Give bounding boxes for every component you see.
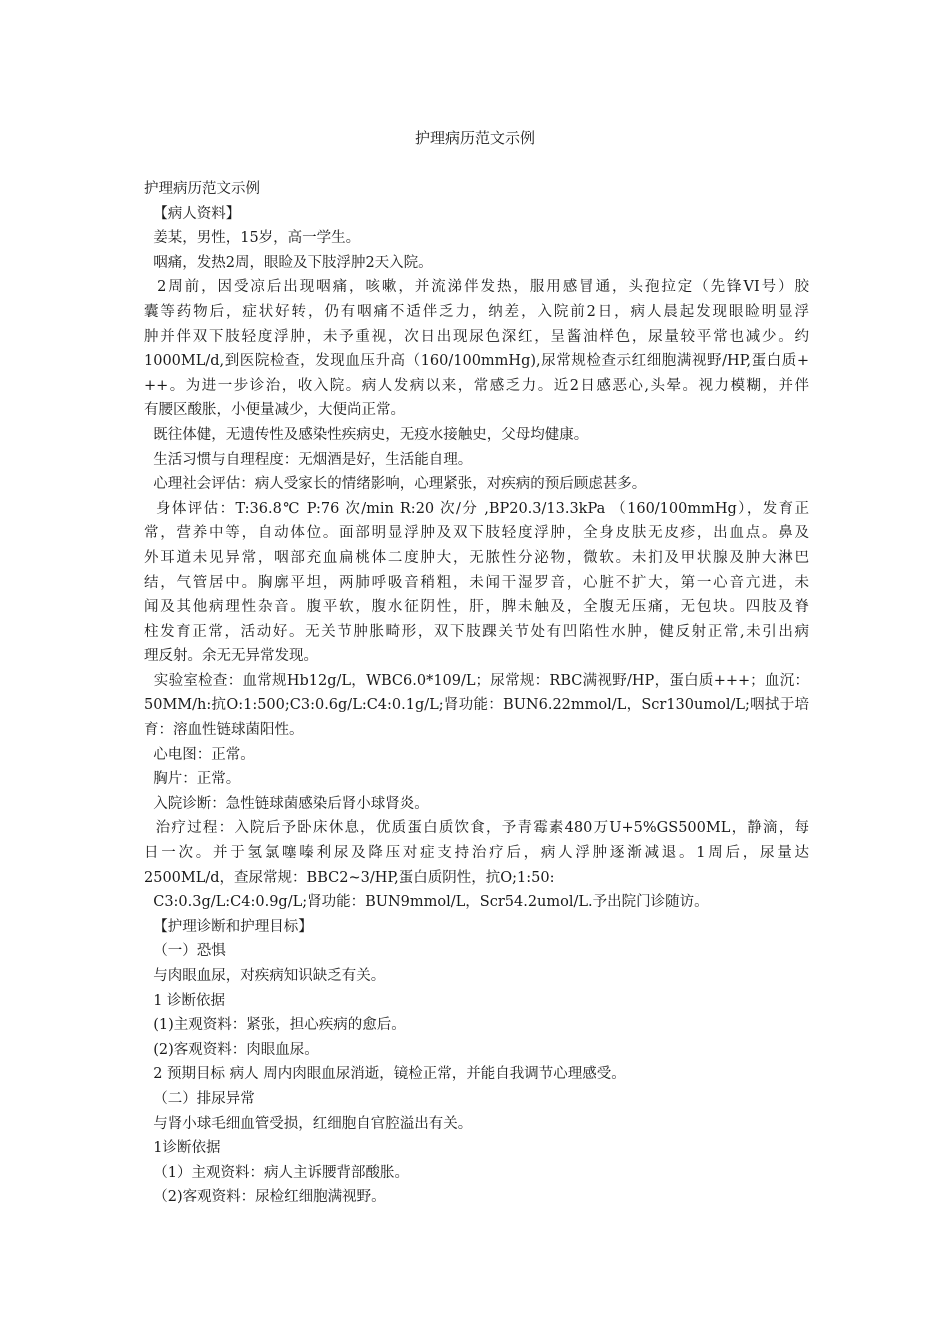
document-title: 护理病历范文示例 — [414, 129, 535, 147]
text-line: 结，气管居中。胸廓平坦，两肺呼吸音稍粗，未闻干湿罗音，心脏不扩大，第一心音亢进，未 — [144, 574, 809, 591]
text-line: 50MM/h:抗O:1:500;C3:0.6g/L:C4:0.1g/L;肾功能：BUN6.22mmol/L，Scr130umol/L;咽拭于培 — [144, 697, 809, 714]
text-line: 实验室检查：血常规Hb12g/L，WBC6.0*109/L；尿常规：RBC满视野/HP，蛋白质+++；血沉： — [144, 672, 809, 689]
text-line: 姜某，男性，15岁，高一学生。 — [144, 230, 361, 247]
text-line: 日一次。并于氢氯噻嗪利尿及降压对症支持治疗后，病人浮肿逐渐减退。1周后，尿量达 — [144, 845, 809, 862]
text-line: (1)主观资料：紧张，担心疾病的愈后。 — [144, 1017, 406, 1034]
text-line: C3:0.3g/L:C4:0.9g/L;肾功能：BUN9mmol/L，Scr54.2umol/L.予出院门诊随访。 — [144, 894, 709, 911]
text-line: 治疗过程：入院后予卧床休息，优质蛋白质饮食，予青霉素480万U+5%GS500ML，静滴，每 — [144, 820, 809, 837]
text-line: （1）主观资料：病人主诉腰背部酸胀。 — [144, 1164, 409, 1181]
text-line: 【护理诊断和护理目标】 — [144, 918, 313, 935]
text-line: 闻及其他病理性杂音。腹平软，腹水征阴性，肝，脾未触及，全腹无压痛，无包块。四肢及脊 — [144, 599, 809, 616]
text-line: 理反射。余无无异常发现。 — [144, 648, 318, 665]
text-line: 外耳道未见异常，咽部充血扁桃体二度肿大，无脓性分泌物，微软。未扪及甲状腺及肿大淋巴 — [144, 549, 809, 566]
document-body — [144, 177, 809, 1210]
text-line: （一）恐惧 — [144, 943, 226, 960]
text-line: 柱发育正常，活动好。无关节肿胀畸形，双下肢踝关节处有凹陷性水肿，健反射正常,未引出病 — [144, 623, 809, 640]
text-line: 咽痛，发热2周，眼睑及下肢浮肿2天入院。 — [144, 254, 433, 271]
text-line: 1诊断依据 — [144, 1140, 221, 1157]
text-line: 育：溶血性链球菌阳性。 — [144, 722, 304, 739]
text-line: 与肉眼血尿，对疾病知识缺乏有关。 — [144, 968, 386, 984]
text-line: 心理社会评估：病人受家长的情绪影响，心理紧张，对疾病的预后顾虑甚多。 — [144, 476, 647, 493]
text-line: 胸片：正常。 — [144, 771, 241, 788]
text-line: （2)客观资料：尿检红细胞满视野。 — [144, 1189, 386, 1206]
text-line: 入院诊断：急性链球菌感染后肾小球肾炎。 — [144, 795, 429, 812]
text-line: 与肾小球毛细血管受损，红细胞自官腔溢出有关。 — [144, 1115, 473, 1132]
text-line: 【病人资料】 — [144, 205, 241, 222]
text-line: 护理病历范文示例 — [144, 181, 260, 197]
text-line: 2周前，因受凉后出现咽痛，咳嗽，并流涕伴发热，服用感冒通，头孢拉定（先锋VI号）胶 — [144, 279, 809, 296]
text-line: 1 诊断依据 — [144, 992, 226, 1009]
text-line: 常，营养中等，自动体位。面部明显浮肿及双下肢轻度浮肿，全身皮肤无皮疹，出血点。鼻及 — [144, 525, 809, 542]
text-line: 心电图：正常。 — [144, 746, 255, 763]
text-line: 既往体健，无遗传性及感染性疾病史，无疫水接触史，父母均健康。 — [144, 426, 589, 443]
text-line: 囊等药物后，症状好转，仍有咽痛不适伴乏力，纳差，入院前2日，病人晨起发现眼睑明显浮 — [144, 303, 809, 320]
text-line: 1000ML/d,到医院检查，发现血压升高（160/100mmHg),尿常规检查示红细胞满视野/HP,蛋白质+ — [144, 353, 809, 370]
text-line: 2500ML/d，查尿常规：BBC2~3/HP,蛋白质阴性，抗O;1:50: — [144, 869, 555, 886]
text-line: (2)客观资料：肉眼血尿。 — [144, 1041, 319, 1058]
text-line: （二）排尿异常 — [144, 1090, 255, 1107]
text-line: 身体评估：T:36.8℃ P:76 次/min R:20 次/分 ,BP20.3/13.3kPa （160/100mmHg），发育正 — [144, 500, 809, 517]
text-line: 生活习惯与自理程度：无烟酒是好，生活能自理。 — [144, 451, 473, 468]
text-line: ++。为进一步诊治，收入院。病人发病以来，常感乏力。近2日感恶心,头晕。视力模糊，并伴 — [144, 377, 809, 394]
text-line: 2 预期目标 病人 周内肉眼血尿消逝，镜检正常，并能自我调节心理感受。 — [144, 1066, 626, 1083]
text-line: 肿并伴双下肢轻度浮肿，未予重视，次日出现尿色深红，呈酱油样色，尿量较平常也减少。约 — [144, 328, 809, 345]
text-line: 有腰区酸胀，小便量减少，大便尚正常。 — [144, 402, 405, 419]
